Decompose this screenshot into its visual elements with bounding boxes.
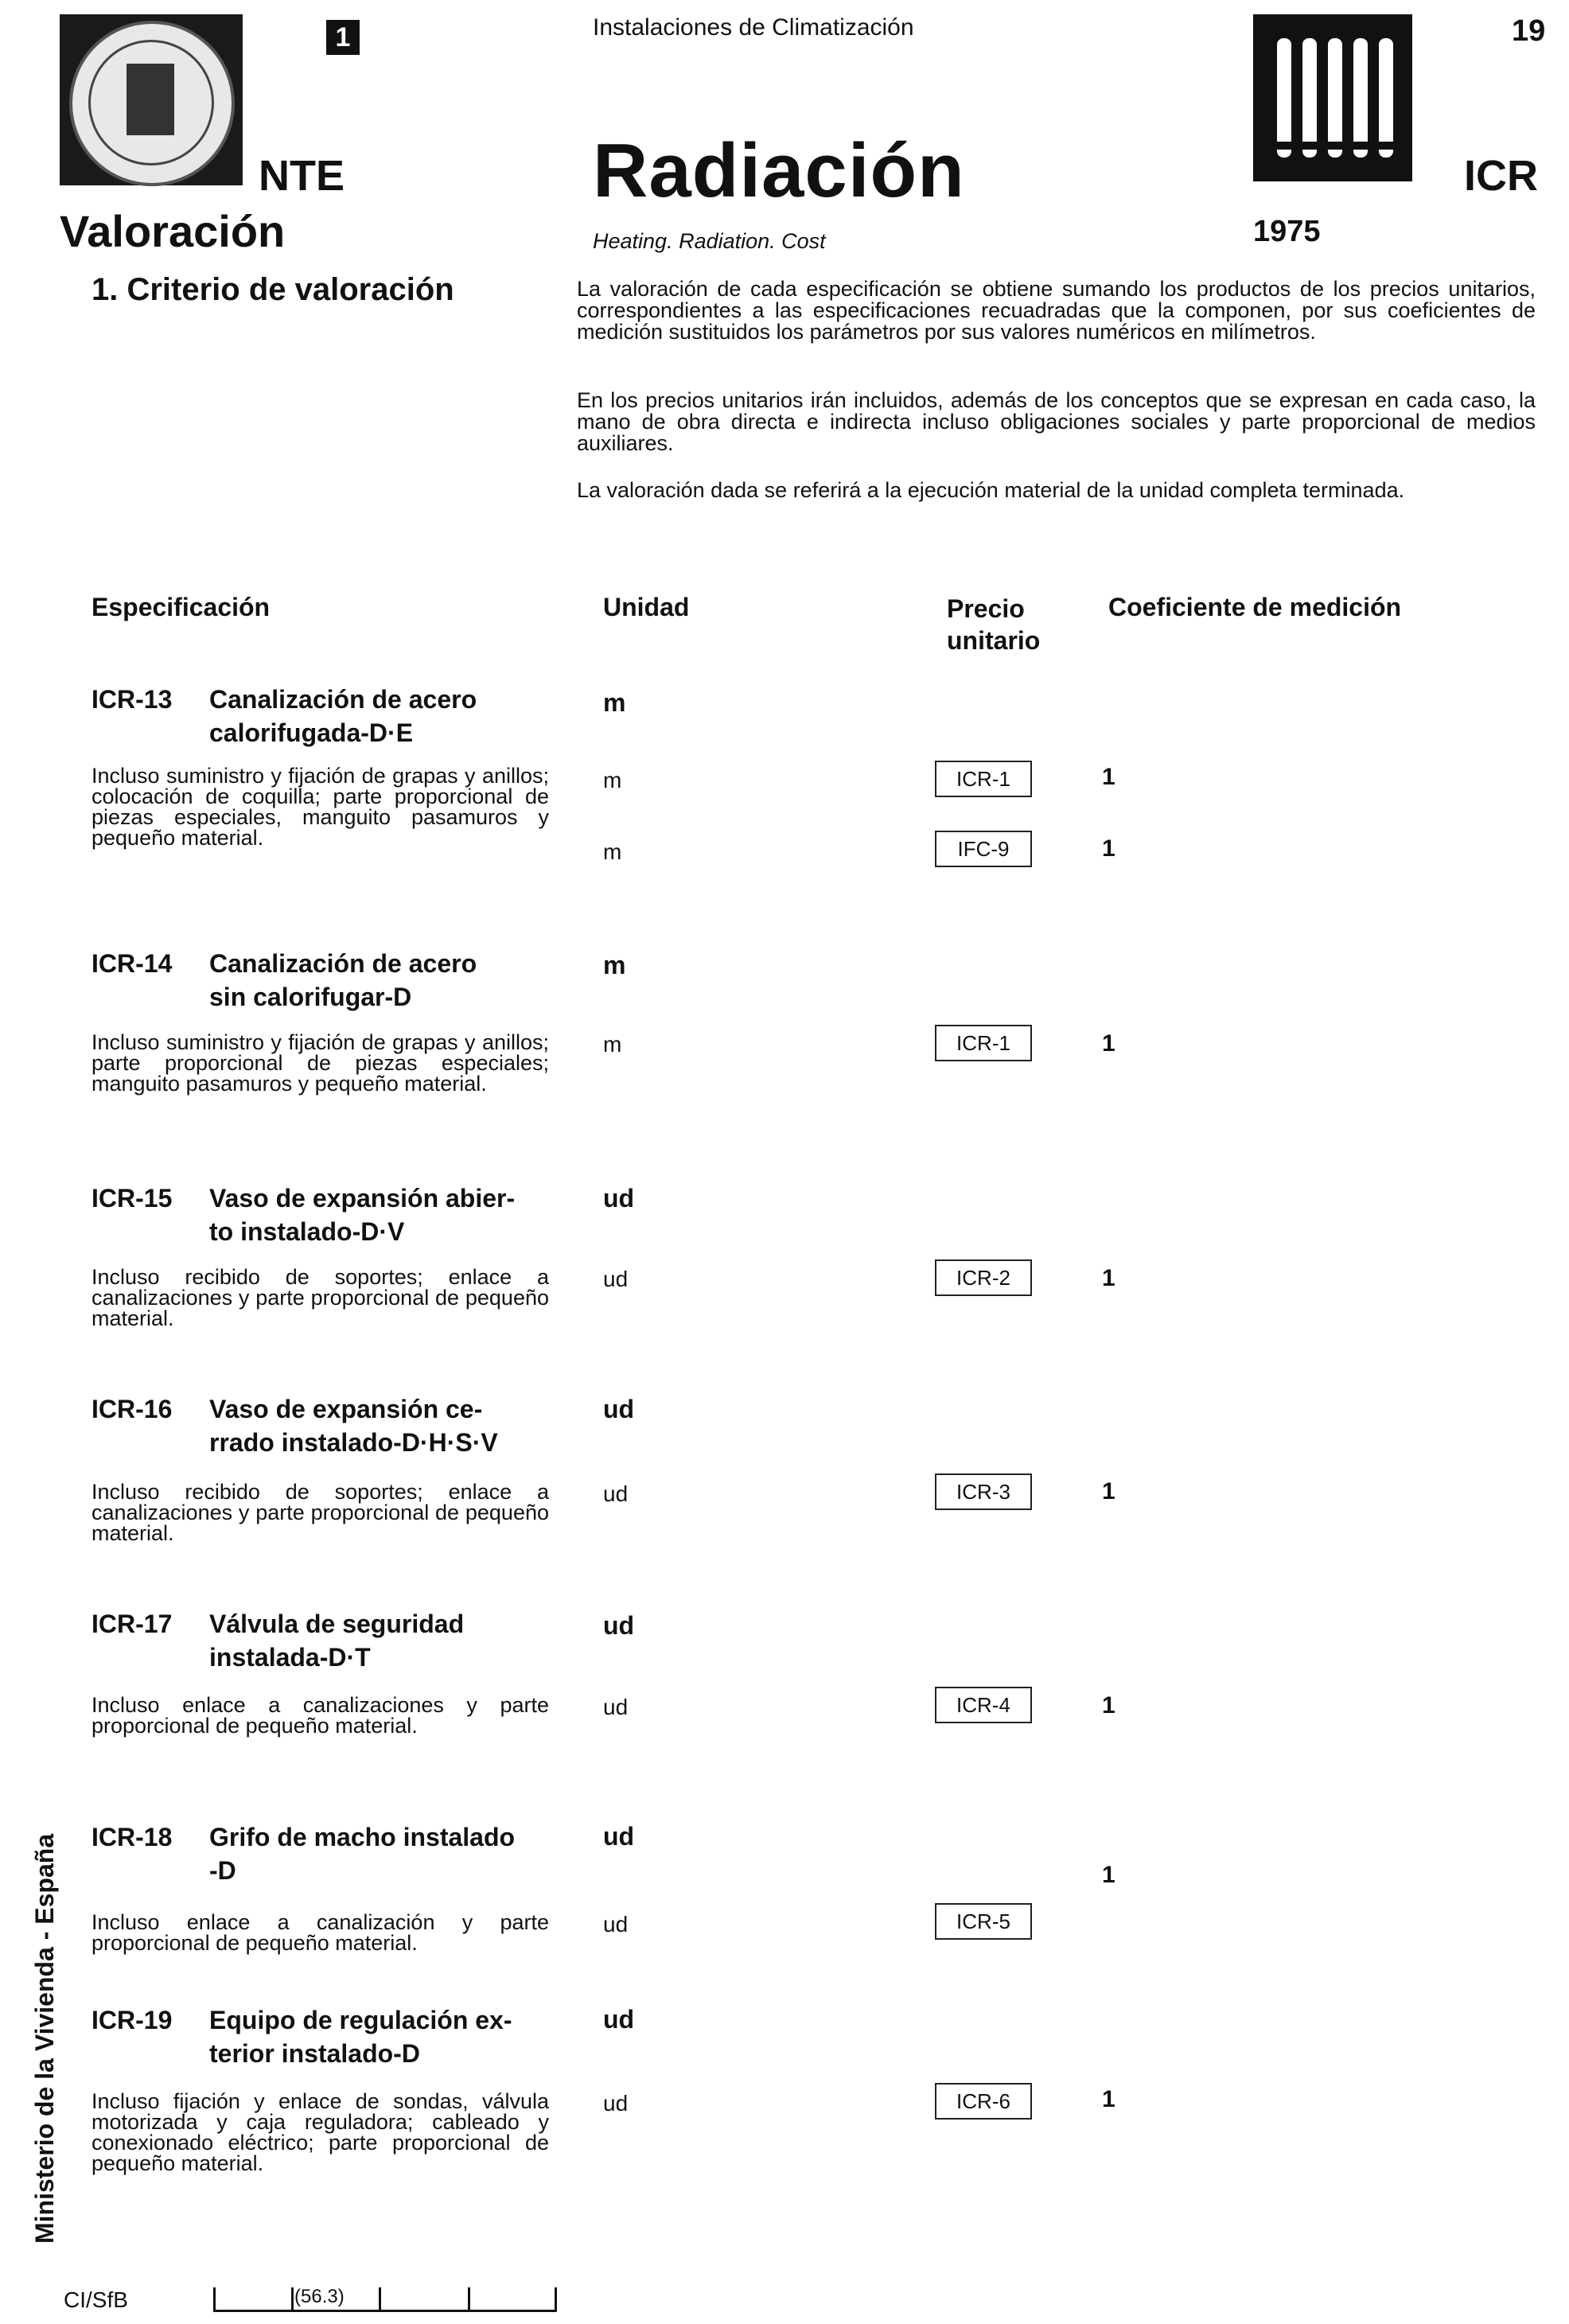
spec-title-line: terior instalado-D: [209, 2039, 420, 2068]
header-price: Precio unitario: [947, 594, 1041, 655]
spec-code: ICR-15: [91, 1184, 173, 1213]
ministry-side-label: Ministerio de la Vivienda - España: [30, 1833, 59, 2244]
spec-title-line: Grifo de macho instalado: [209, 1823, 516, 1851]
spec-title-line: to instalado-D·V: [209, 1217, 405, 1246]
cisfb-tick: [468, 2287, 470, 2310]
price-code: IFC-9: [935, 831, 1032, 867]
section-title: Valoración: [60, 206, 286, 256]
spec-unit: ud: [603, 1611, 635, 1640]
spec-description: Incluso suministro y fijación de grapas y anillos; parte proporcional de piezas especiales; manguito pasamuros y pequeño material.: [91, 1030, 549, 1096]
spec-unit: ud: [603, 1395, 635, 1423]
spec-unit: ud: [603, 1184, 635, 1213]
cisfb-value: (56.3): [294, 2286, 345, 2307]
spec-title-line: -D: [209, 1856, 236, 1885]
header-unit: Unidad: [603, 593, 690, 621]
radiator-fin: [1302, 38, 1317, 158]
seal-building: [127, 64, 174, 135]
spec-description: Incluso fijación y enlace de sondas, válvula motorizada y caja reguladora; cableado y conexionado eléctrico; parte proporcional de pequeño material.: [91, 2089, 549, 2175]
cisfb-tick: [291, 2287, 294, 2310]
radiator-fin: [1328, 38, 1342, 158]
spec-description: Incluso suministro y fijación de grapas y anillos; colocación de coquilla; parte proporcional de piezas especiales, manguito pasamuros y pequeño material.: [91, 764, 549, 850]
spec-code: ICR-16: [91, 1395, 173, 1423]
seal-emblem-icon: [69, 21, 235, 186]
cisfb-tick: [555, 2287, 557, 2310]
sheet-number: 1: [326, 20, 360, 55]
spec-description: Incluso recibido de soportes; enlace a canalizaciones y parte proporcional de pequeño material.: [91, 1265, 549, 1330]
spec-unit: m: [603, 951, 626, 979]
price-code: ICR-5: [935, 1903, 1032, 1940]
row-unit: ud: [603, 1267, 629, 1291]
radiator-fin: [1379, 38, 1393, 158]
spec-unit: ud: [603, 1822, 635, 1851]
price-code: ICR-4: [935, 1687, 1032, 1723]
criterio-paragraph: La valoración de cada especificación se obtiene sumando los productos de los precios unitarios, correspondientes a las especificaciones recuadradas que la componen, por sus coeficientes de medición sustituidos los parámetros por sus valores numéricos en milímetros.: [577, 277, 1536, 344]
row-unit: ud: [603, 2091, 629, 2116]
spec-title-line: calorifugada-D·E: [209, 718, 414, 747]
spec-code: ICR-14: [91, 949, 173, 978]
spec-title-line: Canalización de acero: [209, 685, 477, 714]
spec-title-line: Canalización de acero: [209, 949, 477, 978]
row-unit: m: [603, 839, 622, 864]
spec-code: ICR-19: [91, 2006, 173, 2034]
spec-description: Incluso enlace a canalización y parte proporcional de pequeño material.: [91, 1910, 549, 1955]
spec-title: [91, 1820, 553, 1887]
radiator-fin: [1277, 38, 1291, 158]
row-unit: ud: [603, 1481, 629, 1506]
cisfb-tick: [213, 2287, 216, 2310]
doc-code: ICR: [1464, 152, 1538, 200]
coefficient: 1: [1102, 2086, 1115, 2112]
coefficient: 1: [1102, 835, 1115, 862]
page-title: Radiación: [593, 128, 965, 213]
spec-code: ICR-18: [91, 1823, 173, 1851]
spec-title: [91, 947, 553, 1014]
spec-title: [91, 1607, 553, 1674]
spec-title-line: Equipo de regulación ex-: [209, 2006, 512, 2034]
year: 1975: [1253, 215, 1321, 248]
radiator-icon: [1253, 14, 1412, 181]
header-specification: Especificación: [91, 593, 271, 621]
price-code: ICR-1: [935, 1025, 1032, 1061]
coefficient: 1: [1102, 1030, 1115, 1057]
spec-title: [91, 683, 553, 749]
row-unit: ud: [603, 1912, 629, 1937]
installations-label: Instalaciones de Climatización: [593, 14, 914, 41]
price-code: ICR-3: [935, 1473, 1032, 1510]
coefficient: 1: [1102, 1692, 1115, 1719]
spec-unit: m: [603, 688, 626, 717]
header-coefficient: Coeficiente de medición: [1108, 593, 1402, 621]
nte-label: NTE: [259, 152, 345, 200]
radiator-fin: [1353, 38, 1368, 158]
row-unit: m: [603, 768, 622, 792]
spec-title-line: rrado instalado-D·H·S·V: [209, 1428, 498, 1457]
price-code: ICR-6: [935, 2083, 1032, 2120]
spec-title-line: Vaso de expansión ce-: [209, 1395, 483, 1423]
spec-description: Incluso recibido de soportes; enlace a canalizaciones y parte proporcional de pequeño material.: [91, 1480, 549, 1545]
criterio-title: 1. Criterio de valoración: [91, 272, 454, 307]
spec-title-line: Válvula de seguridad: [209, 1610, 465, 1638]
row-unit: m: [603, 1032, 622, 1057]
price-code: ICR-1: [935, 761, 1032, 797]
spec-code: ICR-17: [91, 1610, 173, 1638]
spec-title-line: instalada-D·T: [209, 1643, 371, 1672]
ministry-seal: [60, 14, 243, 185]
spec-title-line: Vaso de expansión abier-: [209, 1184, 516, 1213]
coefficient: 1: [1102, 1862, 1115, 1888]
row-unit: ud: [603, 1695, 629, 1719]
cisfb-label: CI/SfB: [64, 2287, 128, 2312]
coefficient: 1: [1102, 764, 1115, 790]
spec-title: [91, 1392, 553, 1459]
price-code: ICR-2: [935, 1259, 1032, 1296]
spec-code: ICR-13: [91, 685, 173, 714]
spec-title-line: sin calorifugar-D: [209, 983, 412, 1011]
cisfb-tick: [379, 2287, 381, 2310]
page-number: 19: [1512, 14, 1546, 48]
cisfb-classification-box: [213, 2286, 557, 2312]
spec-description: Incluso enlace a canalizaciones y parte proporcional de pequeño material.: [91, 1693, 549, 1738]
spec-title: [91, 2003, 553, 2070]
coefficient: 1: [1102, 1478, 1115, 1505]
criterio-paragraph: En los precios unitarios irán incluidos, además de los conceptos que se expresan en cada caso, la mano de obra directa e indirecta incluso obligaciones sociales y parte proporcional de medios auxiliares.: [577, 388, 1536, 455]
coefficient: 1: [1102, 1265, 1115, 1291]
spec-unit: ud: [603, 2005, 635, 2034]
english-subtitle: Heating. Radiation. Cost: [593, 229, 826, 253]
criterio-paragraph: La valoración dada se referirá a la ejecución material de la unidad completa terminada.: [577, 478, 1405, 502]
spec-title: [91, 1181, 553, 1248]
radiator-pipe-bottom: [1267, 142, 1398, 150]
